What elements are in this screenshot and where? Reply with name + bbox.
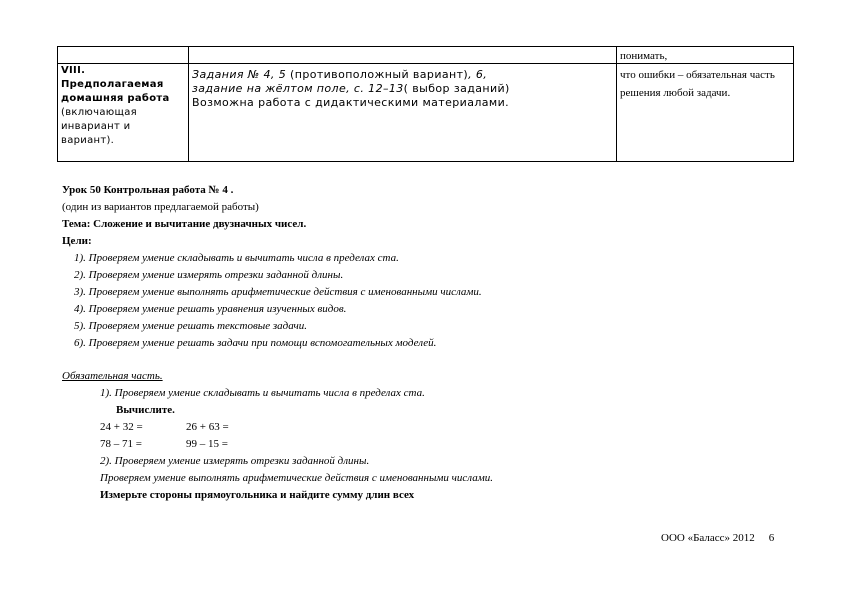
goal-item: 5). Проверяем умение решать текстовые задачи.: [74, 320, 308, 332]
goal-item: 3). Проверяем умение выполнять арифметические действия с именованными числами.: [74, 286, 482, 298]
lesson-title: Урок 50 Контрольная работа № 4 .: [62, 184, 234, 196]
goal-item: 1). Проверяем умение складывать и вычитать числа в пределах ста.: [74, 252, 399, 264]
task-3: Проверяем умение выполнять арифметические действия с именованными числами.: [100, 472, 494, 484]
lesson-topic: [62, 216, 482, 233]
table-cell: [58, 47, 189, 64]
expression-row: [62, 436, 493, 453]
yellow-field-ref: задание на жёлтом поле, с. 12–13: [192, 82, 404, 95]
table-cell: [189, 64, 617, 162]
goals-label: Цели:: [62, 235, 92, 247]
measure-instruction: Измерьте стороны прямоугольника и найдите сумму длин всех: [100, 489, 415, 501]
topic-label: Тема:: [62, 218, 91, 230]
table-cell: [58, 64, 189, 162]
page-footer: [661, 532, 774, 544]
expression: 26 + 63 =: [186, 421, 229, 433]
homework-stage-label: [61, 64, 185, 148]
choice-note: ( выбор заданий): [403, 82, 510, 95]
expression: 78 – 71 =: [100, 438, 142, 450]
lesson-section: [62, 182, 482, 352]
stage-title: VIII. Предполагаемая домашняя работа: [61, 65, 170, 104]
table-row: [58, 64, 794, 162]
goal-item: 2). Проверяем умение измерять отрезки заданной длины.: [74, 269, 344, 281]
goal-item: 4). Проверяем умение решать уравнения изученных видов.: [74, 303, 347, 315]
mandatory-heading: Обязательная часть.: [62, 370, 163, 382]
tasks-ref: Задания № 4, 5: [192, 68, 287, 81]
stage-note: (включающая инвариант и вариант).: [61, 107, 137, 146]
table-row: [58, 47, 794, 64]
table-cell: [189, 47, 617, 64]
lesson-plan-table: [57, 46, 794, 162]
task-1: 1). Проверяем умение складывать и вычитать числа в пределах ста.: [100, 387, 425, 399]
lesson-subtitle: (один из вариантов предлагаемой работы): [62, 201, 259, 213]
page-number: 6: [768, 532, 775, 544]
cell-text: что ошибки – обязательная часть решения любой задачи.: [620, 69, 775, 99]
expression: 24 + 32 =: [100, 421, 143, 433]
compute-label: Вычислите.: [116, 404, 175, 416]
variant-note: (противоположный вариант): [290, 68, 469, 81]
task-2: 2). Проверяем умение измерять отрезки заданной длины.: [100, 455, 370, 467]
didactic-note: Возможна работа с дидактическими материалами.: [192, 96, 510, 109]
goal-item: 6). Проверяем умение решать задачи при помощи вспомогательных моделей.: [74, 337, 437, 349]
expression-row: [62, 419, 493, 436]
homework-description: [192, 64, 613, 110]
task-6-ref: , 6,: [468, 68, 488, 81]
cell-text: понимать,: [620, 50, 668, 62]
expression: 99 – 15 =: [186, 438, 228, 450]
table-cell: [617, 47, 794, 64]
publisher: ООО «Баласс» 2012: [661, 532, 755, 544]
topic-text: Сложение и вычитание двузначных чисел.: [93, 218, 307, 230]
table-cell: [617, 64, 794, 162]
mandatory-section: [62, 368, 493, 504]
